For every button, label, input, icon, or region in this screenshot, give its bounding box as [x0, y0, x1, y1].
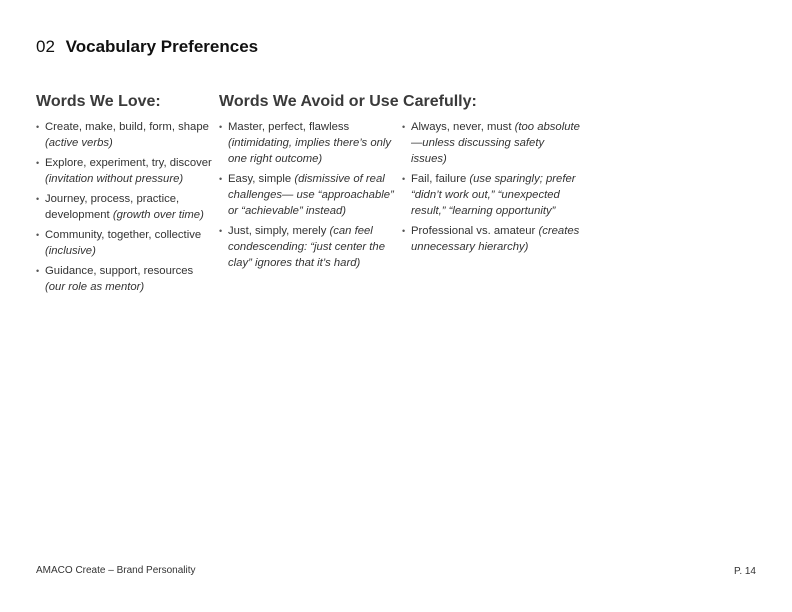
- list-item: [36, 119, 214, 151]
- list-item: [36, 263, 214, 295]
- item-text: Community, together, collective: [45, 229, 202, 241]
- list-item: [36, 227, 214, 259]
- item-text: Professional vs. amateur: [411, 225, 539, 237]
- list-item: [219, 119, 397, 167]
- item-note: (intimidating, implies there’s only one right outcome): [228, 137, 392, 165]
- item-text: Easy, simple: [228, 173, 295, 185]
- item-text: Fail, failure: [411, 173, 470, 185]
- list-item: [36, 155, 214, 187]
- item-text: Always, never, must: [411, 121, 515, 133]
- item-note: (our role as mentor): [45, 281, 145, 293]
- item-text: Explore, experiment, try, discover: [45, 157, 212, 169]
- section-heading: [36, 36, 258, 58]
- words-we-avoid-list-2: [402, 119, 582, 259]
- section-number: 02: [36, 37, 55, 56]
- words-we-avoid-heading: Words We Avoid or Use Carefully:: [219, 93, 477, 110]
- list-item: [219, 223, 397, 271]
- list-item: [219, 171, 397, 219]
- page-number: P. 14: [733, 566, 756, 577]
- item-note: (inclusive): [45, 245, 96, 257]
- item-note: (use sparingly; prefer “didn’t work out,” “unexpected result,” “learning opportunity”: [411, 173, 576, 217]
- words-we-avoid-list-1: [219, 119, 397, 275]
- list-item: [402, 171, 582, 219]
- item-note: (too absolute—unless discussing safety issues): [411, 121, 580, 165]
- item-note: (growth over time): [112, 209, 204, 221]
- words-we-love-heading: Words We Love:: [36, 93, 161, 110]
- item-note: (dismissive of real challenges— use “approachable” or “achievable” instead): [228, 173, 394, 217]
- item-note: (active verbs): [45, 137, 113, 149]
- item-text: Journey, process, practice, development: [45, 193, 180, 221]
- list-item: [402, 119, 582, 167]
- item-text: Just, simply, merely: [228, 225, 330, 237]
- section-title: Vocabulary Preferences: [65, 37, 259, 56]
- item-text: Create, make, build, form, shape: [45, 121, 209, 133]
- item-text: Master, perfect, flawless: [228, 121, 350, 133]
- item-text: Guidance, support, resources: [45, 265, 194, 277]
- item-note: (creates unnecessary hierarchy): [411, 225, 580, 253]
- list-item: [36, 191, 214, 223]
- words-we-love-list: [36, 119, 214, 299]
- item-note: (can feel condescending: “just center the clay” ignores that it’s hard): [228, 225, 385, 269]
- list-item: [402, 223, 582, 255]
- item-note: (invitation without pressure): [45, 173, 184, 185]
- footer-document-title: AMACO Create – Brand Personality: [36, 565, 196, 576]
